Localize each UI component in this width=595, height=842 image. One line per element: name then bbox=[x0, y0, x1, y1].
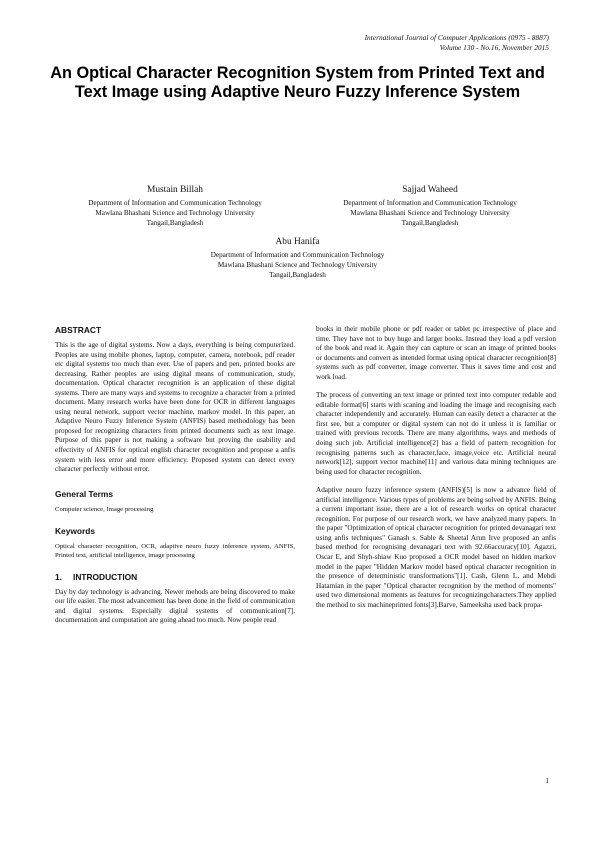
author-name: Abu Hanifa bbox=[275, 237, 320, 247]
right-column bbox=[316, 325, 556, 619]
keywords-text: Optical character recognition, OCR, adaptive neuro fuzzy inference system, ANFIS, Printed text, artificial intelligence, image processing bbox=[55, 542, 295, 559]
author-location: Tangail,Bangladesh bbox=[269, 271, 326, 280]
author-block-2 bbox=[300, 184, 560, 229]
author-university: Mawlana Bhashani Science and Technology University bbox=[95, 209, 255, 218]
author-department: Department of Information and Communication Technology bbox=[343, 199, 517, 207]
author-location: Tangail,Bangladesh bbox=[401, 219, 459, 228]
keywords-heading: Keywords bbox=[55, 525, 96, 536]
section-number: 1. bbox=[55, 571, 62, 582]
section-title: INTRODUCTION bbox=[73, 571, 138, 582]
journal-header bbox=[365, 33, 549, 53]
general-terms-text: Computer science, Image processing bbox=[55, 505, 154, 513]
author-university: Mawlana Bhashani Science and Technology University bbox=[350, 209, 510, 218]
page-number: 1 bbox=[545, 776, 549, 785]
introduction-paragraph-1: Day by day technology is advancing. Newer mehods are being discovered to make our life easier. The most advancement has been done in the field of communication and digital systems. Especially digital systems of communication[7], documentation and computation are going ahead too much. Now people read bbox=[55, 587, 295, 625]
author-block-3 bbox=[150, 236, 445, 281]
journal-name: International Journal of Computer Applications (0975 - 8887) bbox=[364, 33, 549, 42]
introduction-paragraph-1-continued: books in their mobile phone or pdf reader or tablet pc irrespective of place and time. They have not to buy huge and larger books. Instead they load a pdf version of the book and read it. Again they can capture or scan an image of printed books or documents and convert as intended format using optical character recognition[8] systems such as pdf converter, image converter. Thus it saves time and cost and work load. bbox=[316, 325, 556, 381]
general-terms-heading: General Terms bbox=[55, 488, 114, 499]
abstract-text: This is the age of digital systems. Now a days, everything is being computerized. Peoples are using mobile phones, laptop, computer, camera, notebook, pdf reader etc digital systems too much than ever. Use of papers and pen, printed books are decreasing. Rather peoples are using digital means of communication, study, documentation. Optical character recognition is an application of these digital systems. There are many ways and systems to recognize a character from a printed document. Many research works have been done for OCR in different languages using neural network, support vector machine, markov model. In this paper, an Adaptive Neuro Fuzzy Inference System (ANFIS) based methodology has been proposed for recognizing characters from printed documents such as text image. Purpose of this paper is not making a software but proving the usability and effectivity of ANFIS for optical english character recognition and propose a anfis system with less error and more efficiency. Proposed system can detect every character perfectly without error. bbox=[55, 341, 295, 474]
introduction-paragraph-3: Adaptive neuro fuzzy inference system (ANFIS)[5] is now a advance field of artificial intelligence. Various types of problems are being solved by ANFIS. Being a current important issue, there are a lot of research works on optical character recognition. For purpose of our research work, we have analyzed many papers. In the paper "Optimization of optical character recognition for printed devanagari text using anfis techniques" Ganash s. Sable & Sheetal Arun Irve proposed an anfis based method for recognising devanagari text with 92.66accuracy[10]. Agazzi, Oscar E, and Shyh-shiaw Kuo proposed a OCR model based on hidden markov model in the paper "Hidden Markov model based optical character recognition in the presence of deterministic transformations"[1]. Cash, Glenn L, and Mehdi Hatamian in the paper "Optical character recognition by the method of moments" used two dimensional moments as features for recognizingcharacters.They applied the method to six machineprinted fonts[3].Barve, Sameeksha used back propa- bbox=[316, 486, 556, 609]
author-department: Department of Information and Communication Technology bbox=[210, 251, 385, 259]
author-name: Sajjad Waheed bbox=[402, 185, 458, 195]
left-column bbox=[55, 325, 295, 635]
author-name: Mustain Billah bbox=[147, 185, 203, 195]
journal-volume: Volume 130 - No.16, November 2015 bbox=[439, 43, 549, 52]
introduction-heading bbox=[55, 572, 295, 583]
author-department: Department of Information and Communication Technology bbox=[88, 199, 262, 207]
author-location: Tangail,Bangladesh bbox=[146, 219, 204, 228]
paper-title: An Optical Character Recognition System from Printed Text and Text Image using Adaptive Neuro Fuzzy Inference System bbox=[50, 64, 545, 101]
abstract-heading: ABSTRACT bbox=[55, 325, 102, 335]
introduction-paragraph-2: The process of converting an text image or printed text into computer redable and editable format[6] starts with scaning and loading the image and recognising each character independently and accurately. Human can easily detect a character at the first see, but a computer or digital system can not do it unless it is familiar or trained with previous records. There are many algorithms, ways and methods of doing such job. Artificial intelligence[2] has a field of pattern recognition for recognising patterns such as character,face, image,voice etc. Artificial neural network[12], support vector machine[11] and various data mining techniques are being used for character recognition. bbox=[316, 391, 556, 476]
author-university: Mawlana Bhashani Science and Technology University bbox=[217, 261, 378, 270]
author-block-1 bbox=[55, 184, 295, 229]
